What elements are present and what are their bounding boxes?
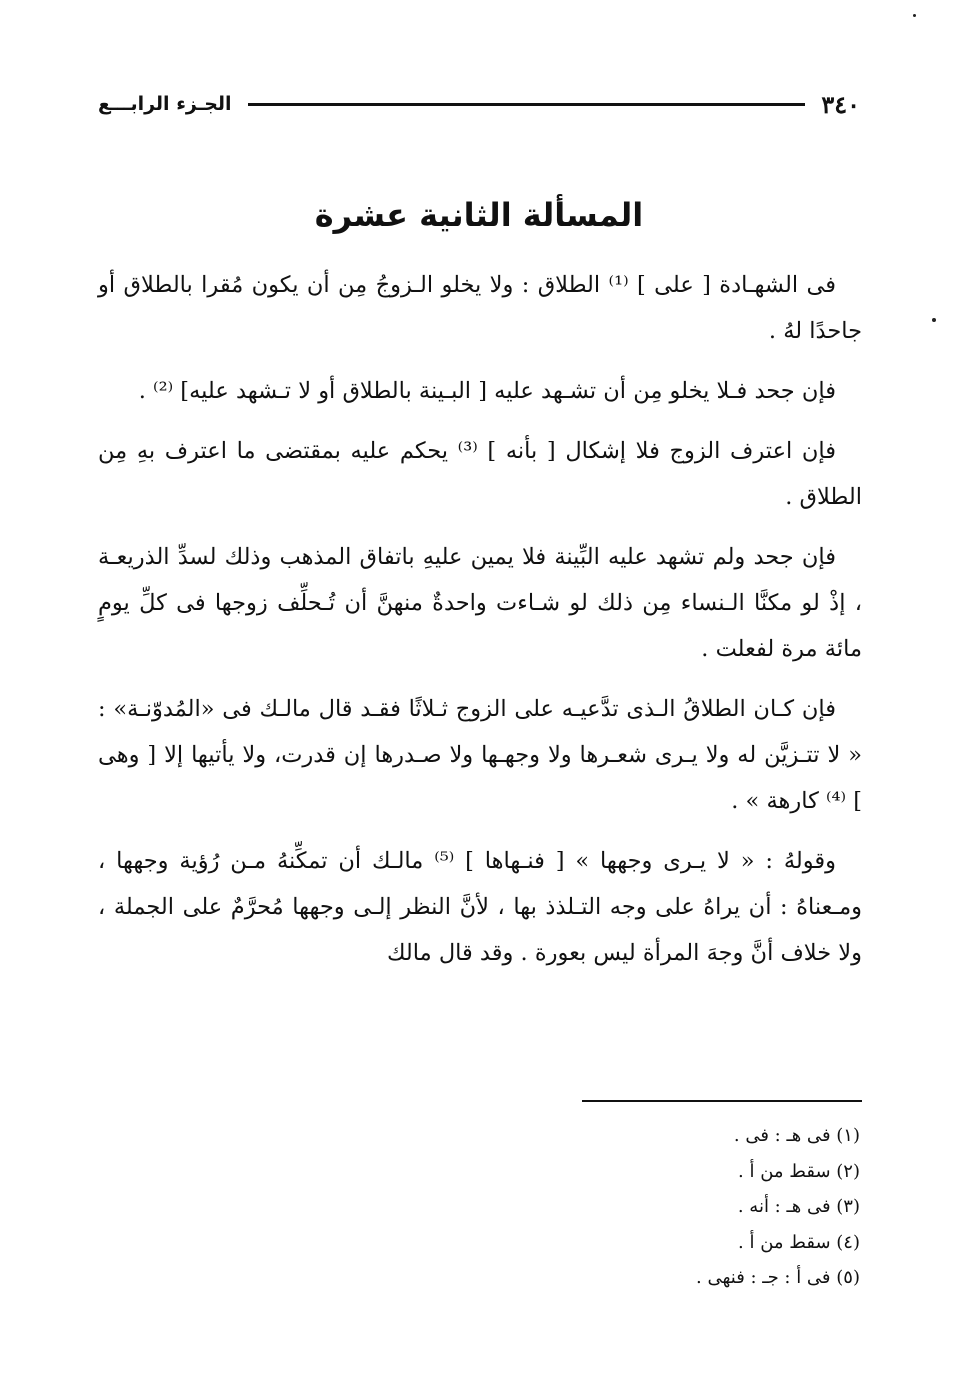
footnote: (١) فى هـ : فى . bbox=[733, 1125, 860, 1146]
page-number: ٣٤٠ bbox=[821, 89, 860, 119]
header-rule bbox=[248, 103, 806, 106]
paragraph: وقولهُ : « لا يـرى وجهها » [ فنـهاها ] ⁽⁵⁾ مالـك أن تمكِّنهُ مـن رُؤية وجهها ، ومـعناهُ : أن يراهُ على وجه التـلذذ بها ، لأنَّ النظر إلـى وجهها مُحرَّمٌ على الجملة ، ولا خلاف أنَّ وجهَ المرأة ليس بعورة . وقد قال مالك bbox=[98, 848, 862, 966]
footnote: (٣) فى هـ : أنه . bbox=[737, 1196, 860, 1218]
scan-speck bbox=[932, 318, 936, 322]
paragraph: فإن جحد فـلا يخلو مِن أن تشـهد عليه [ البـينة بالطلاق أو لا تـشهد عليه] ⁽²⁾ . bbox=[138, 378, 836, 404]
paragraph: فإن جحد ولم تشهد عليه البِّينة فلا يمين عليهِ باتفاق المذهب وذلك لسدِّ الذريعـة ، إذْ لو مكنَّا الـنساء مِن ذلك لو شـاءت واحدةٌ منهنَّ أن تُـحلِّف زوجها فى كلِّ يومٍ مائة مرة لفعلت . bbox=[98, 544, 862, 662]
footnote-divider bbox=[582, 1100, 862, 1102]
footnote: (٤) سقط من أ . bbox=[738, 1231, 860, 1253]
main-text bbox=[98, 262, 862, 990]
paragraph: فإن اعترف الزوج فلا إشكال [ بأنه ] ⁽³⁾ يحكم عليه بمقتضى ما اعترف بهِ مِن الطلاق . bbox=[98, 438, 862, 510]
paragraph: فى الشهـادة [ على ] ⁽¹⁾ الطلاق : ولا يخلو الـزوجُ مِن أن يكون مُقرا بالطلاق أو جاحدًا لهُ . bbox=[98, 272, 862, 344]
paragraph: فإن كـان الطلاقُ الـذى تدَّعيـه على الزوج ثـلاثًا فقـد قال مالـك فى «المُدوّنـة» : « لا تتـزيَّن له ولا يـرى شعـرها ولا وجهـها ولا صـدرها إن قدرت، ولا يأتيها إلا [ وهى ] ⁽⁴⁾ كارهة » . bbox=[98, 696, 862, 814]
scan-speck bbox=[913, 14, 916, 17]
running-header bbox=[98, 88, 860, 120]
running-title: الجـزء الرابـــع bbox=[98, 93, 232, 115]
footnote: (٢) سقط من أ . bbox=[738, 1160, 860, 1182]
footnotes bbox=[498, 1118, 860, 1296]
footnote: (٥) فى أ : جـ : فنهى . bbox=[696, 1267, 860, 1289]
chapter-title: المسألة الثانية عشرة bbox=[314, 196, 644, 234]
